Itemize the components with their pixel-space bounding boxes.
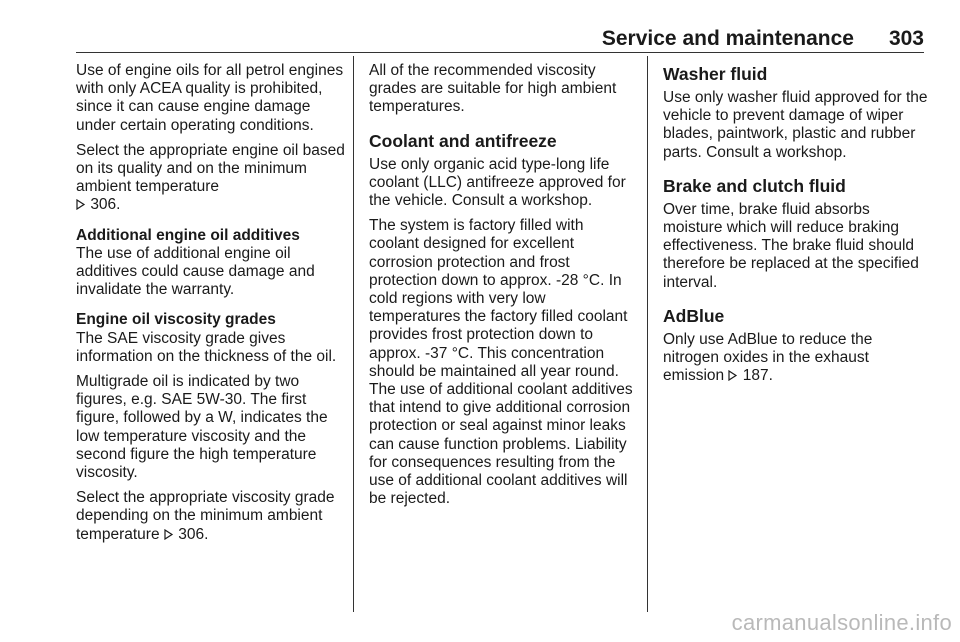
paragraph-acea-prohibition: Use of engine oils for all petrol engines with only ACEA quality is prohibited, since it can cause engine damage under certain operating conditions. bbox=[76, 62, 344, 134]
page-number: 303 bbox=[888, 27, 924, 50]
heading-coolant: Coolant and antifreeze bbox=[369, 130, 557, 151]
paragraph-sae-grade: The SAE viscosity grade gives information on the thickness of the oil. bbox=[76, 329, 337, 365]
paragraph-select-viscosity bbox=[76, 489, 352, 544]
paragraph-multigrade: Multigrade oil is indicated by two figures, e.g. SAE 5W-30. The first figure, followed by a W, indicates the low temperature viscosity and the second figure the high temperature viscosity. bbox=[76, 373, 328, 482]
subheading-viscosity: Engine oil viscosity grades bbox=[76, 311, 276, 329]
section-title: Service and maintenance bbox=[601, 27, 854, 50]
paragraph-brake-fluid: Over time, brake fluid absorbs moisture which will reduce braking effectiveness. The brake fluid should therefore be replaced at the specified interval. bbox=[663, 200, 919, 291]
paragraph-text: Select the appropriate engine oil based on its quality and on the minimum ambient temperature bbox=[76, 141, 345, 196]
paragraph-select-engine-oil bbox=[76, 142, 352, 215]
paragraph-coolant-system: The system is factory filled with coolant designed for excellent corrosion protection and frost protection down to approx. -28 °C. In cold regions with very low temperatures the factory filled coolant provides frost protection down to approx. -37 °C. This concentration should be maintained all year round. The use of additional coolant additives that intend to give additional corrosion protection or seal against minor leaks can cause function problems. Liability for consequences resulting from the use of additional coolant additives will be rejected. bbox=[369, 217, 633, 508]
heading-washer-fluid: Washer fluid bbox=[663, 64, 768, 84]
header-rule bbox=[76, 52, 924, 53]
column-1 bbox=[76, 62, 352, 551]
paragraph-coolant-type: Use only organic acid type-long life coolant (LLC) antifreeze approved for the vehicle. Consult a workshop. bbox=[369, 155, 626, 210]
watermark: carmanualsonline.info bbox=[731, 610, 952, 635]
column-divider-1 bbox=[353, 56, 354, 612]
page-reference-link[interactable]: 187. bbox=[742, 367, 773, 385]
heading-brake-fluid: Brake and clutch fluid bbox=[663, 175, 846, 196]
page-reference-link[interactable]: 306. bbox=[90, 196, 121, 214]
paragraph-viscosity-grades: All of the recommended viscosity grades are suitable for high ambient temperatures. bbox=[369, 62, 617, 116]
column-divider-2 bbox=[647, 56, 648, 612]
subheading-additives: Additional engine oil additives bbox=[76, 226, 300, 244]
paragraph-washer-fluid: Use only washer fluid approved for the vehicle to prevent damage of wiper blades, paintwork, plastic and rubber parts. Consult a workshop. bbox=[663, 89, 928, 161]
paragraph-adblue bbox=[663, 331, 929, 386]
page-header bbox=[76, 28, 924, 50]
paragraph-text: Select the appropriate viscosity grade depending on the minimum ambient temperature bbox=[76, 489, 335, 543]
page-reference-arrow-icon bbox=[164, 529, 174, 540]
page-reference-arrow-icon bbox=[728, 370, 738, 381]
page-reference-link[interactable]: 306. bbox=[178, 525, 209, 543]
heading-adblue: AdBlue bbox=[663, 305, 725, 326]
page-reference-arrow-icon bbox=[76, 199, 86, 210]
column-2 bbox=[369, 62, 635, 515]
paragraph-additives: The use of additional engine oil additives could cause damage and invalidate the warranty. bbox=[76, 244, 315, 299]
paragraph-text: Only use AdBlue to reduce the nitrogen oxides in the exhaust emission bbox=[663, 330, 873, 385]
column-3 bbox=[663, 62, 929, 392]
